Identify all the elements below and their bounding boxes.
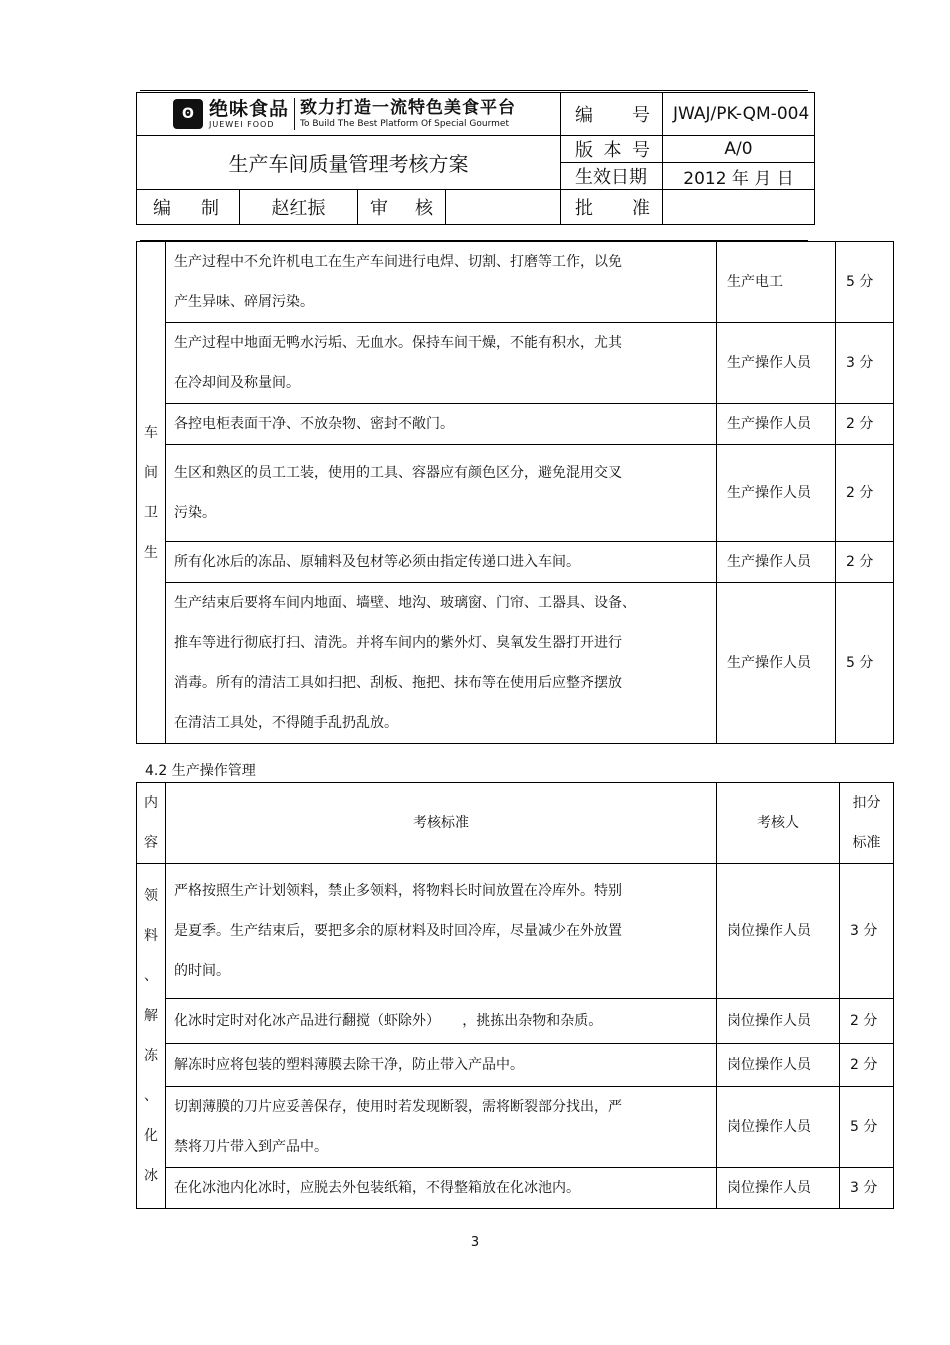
table-row	[137, 445, 894, 542]
prepared-by: 赵红振	[240, 190, 358, 225]
standard-cell: 严格按照生产计划领料，禁止多领料，将物料长时间放置在冷库外。特别 是夏季。生产结束后，要把多余的原材料及时回冷库，尽量减少在外放置 的时间。	[166, 864, 717, 999]
standard-cell: 生区和熟区的员工工装，使用的工具、容器应有颜色区分，避免混用交叉 污染。	[166, 445, 717, 542]
table-row	[137, 999, 894, 1044]
points-cell: 2 分	[836, 404, 894, 445]
table-header-row	[137, 783, 894, 864]
workshop-hygiene-table	[136, 241, 894, 744]
production-operation-table	[136, 782, 894, 1209]
juewei-logo-icon: ʘ	[173, 99, 203, 129]
standard-cell: 生产过程中地面无鸭水污垢、无血水。保持车间干燥，不能有积水，尤其 在冷却间及称量间。	[166, 323, 717, 404]
brand-name-en: JUEWEI FOOD	[209, 119, 275, 129]
points-cell: 3 分	[836, 323, 894, 404]
assessor-cell: 生产电工	[717, 242, 836, 323]
review-label-cell: 审 核	[358, 190, 446, 225]
standard-cell: 切割薄膜的刀片应妥善保存，使用时若发现断裂，需将断裂部分找出，严 禁将刀片带入到产品中。	[166, 1087, 717, 1168]
category-workshop-hygiene: 车 间 卫 生	[137, 242, 166, 744]
table-row	[137, 542, 894, 583]
assessor-cell: 生产操作人员	[717, 583, 836, 744]
document-header-table	[136, 92, 815, 225]
version-label-cell: 版 本 号	[561, 136, 663, 163]
points-cell: 5 分	[836, 242, 894, 323]
assessor-cell: 岗位操作人员	[717, 1168, 840, 1209]
header-top-rule	[140, 90, 808, 91]
reviewed-by	[446, 190, 561, 225]
page-number: 3	[470, 1235, 480, 1250]
slogan-en: To Build The Best Platform Of Special Gourmet	[300, 118, 509, 129]
table-row	[137, 323, 894, 404]
points-cell: 2 分	[836, 445, 894, 542]
assessor-cell: 岗位操作人员	[717, 1087, 840, 1168]
points-cell: 3 分	[840, 864, 894, 999]
assessor-cell: 生产操作人员	[717, 323, 836, 404]
category-material-thaw: 领 料 、 解 冻 、 化 冰	[137, 864, 166, 1209]
document-title: 生产车间质量管理考核方案	[137, 136, 561, 190]
company-logo	[137, 93, 560, 135]
standard-cell: 各控电柜表面干净、不放杂物、密封不敞门。	[166, 404, 717, 445]
standard-cell: 化冰时定时对化冰产品进行翻搅（虾除外） ，挑拣出杂物和杂质。	[166, 999, 717, 1044]
assessor-cell: 生产操作人员	[717, 445, 836, 542]
standard-cell: 所有化冰后的冻品、原辅料及包材等必须由指定传递口进入车间。	[166, 542, 717, 583]
points-cell: 2 分	[836, 542, 894, 583]
logo-divider	[294, 98, 295, 130]
assessor-cell: 生产操作人员	[717, 542, 836, 583]
table-row	[137, 1168, 894, 1209]
assessor-cell: 岗位操作人员	[717, 999, 840, 1044]
points-cell: 3 分	[840, 1168, 894, 1209]
assessor-cell: 生产操作人员	[717, 404, 836, 445]
table-row	[137, 242, 894, 323]
col-content-header: 内 容	[137, 783, 166, 864]
table-row	[137, 1044, 894, 1087]
points-cell: 2 分	[840, 999, 894, 1044]
date-value: 2012 年 月 日	[663, 163, 815, 190]
standard-cell: 在化冰池内化冰时，应脱去外包装纸箱，不得整箱放在化冰池内。	[166, 1168, 717, 1209]
col-deduct-header: 扣分 标准	[840, 783, 894, 864]
slogan-cn: 致力打造一流特色美食平台	[300, 97, 517, 118]
table-row	[137, 864, 894, 999]
logo-cell	[137, 93, 561, 136]
standard-cell: 生产结束后要将车间内地面、墙壁、地沟、玻璃窗、门帘、工器具、设备、 推车等进行彻底打扫、清洗。并将车间内的紫外灯、臭氧发生器打开进行 消毒。所有的清洁工具如扫把、刮板、拖把、抹布等在使用后应整齐摆放 在清洁工具处，不得随手乱扔乱放。	[166, 583, 717, 744]
points-cell: 2 分	[840, 1044, 894, 1087]
points-cell: 5 分	[840, 1087, 894, 1168]
version-value: A/0	[663, 136, 815, 163]
section-heading: 4.2 生产操作管理	[145, 763, 256, 779]
approved-by	[663, 190, 815, 225]
doc-code: JWAJ/PK-QM-004	[663, 93, 815, 136]
standard-cell: 生产过程中不允许机电工在生产车间进行电焊、切割、打磨等工作，以免 产生异味、碎屑污染。	[166, 242, 717, 323]
col-standard-header: 考核标准	[166, 783, 717, 864]
brand-name-cn: 绝味食品	[209, 97, 290, 120]
code-label-cell: 编 号	[561, 93, 663, 136]
date-label: 生效日期	[561, 163, 663, 190]
standard-cell: 解冻时应将包装的塑料薄膜去除干净，防止带入产品中。	[166, 1044, 717, 1087]
approve-label-cell: 批 准	[561, 190, 663, 225]
table-row	[137, 1087, 894, 1168]
prepared-label-cell: 编 制	[137, 190, 240, 225]
table-row	[137, 583, 894, 744]
col-assessor-header: 考核人	[717, 783, 840, 864]
assessor-cell: 岗位操作人员	[717, 864, 840, 999]
points-cell: 5 分	[836, 583, 894, 744]
assessor-cell: 岗位操作人员	[717, 1044, 840, 1087]
table-row	[137, 404, 894, 445]
